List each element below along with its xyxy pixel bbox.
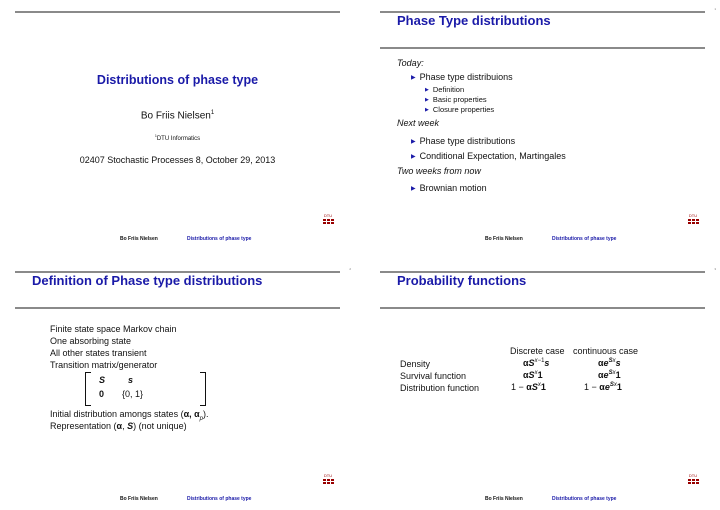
affiliation: $^1$DTU Informatics — [154, 134, 201, 142]
header-rule-bottom — [380, 307, 705, 309]
frame-title: Probability functions — [397, 273, 527, 288]
sub-list-item: ▶ Definition — [425, 85, 465, 94]
next-week-heading: Next week — [397, 118, 440, 128]
sub-list-item: ▶ Basic properties — [425, 95, 487, 104]
dtu-logo: DTU — [688, 214, 698, 224]
sub-list-item: ▶ Closure properties — [425, 105, 495, 114]
header-rule-top — [15, 11, 340, 13]
survival-discrete: $\alpha S^x1$ — [523, 370, 543, 380]
bullet-triangle-icon: ▶ — [411, 75, 416, 81]
density-discrete: $\alpha S^{x-1}s$ — [523, 358, 550, 368]
footer-title-link[interactable]: Distributions of phase type — [552, 236, 617, 242]
page-number: 2 — [349, 267, 351, 271]
today-heading: Today: — [397, 58, 424, 68]
bullet-triangle-icon: ▶ — [411, 139, 416, 145]
text-line: Finite state space Markov chain — [50, 324, 177, 334]
header-rule-bottom — [15, 307, 340, 309]
slide-probability-functions — [365, 260, 720, 510]
frame-title: Phase Type distributions — [397, 13, 551, 28]
distribution-continuous: $1 - \alpha e^{Sx}1$ — [584, 382, 622, 392]
page-number: 3 — [714, 267, 716, 271]
footer-author: Bo Friis Nielsen — [485, 236, 523, 242]
bullet-triangle-icon: ▶ — [425, 87, 429, 93]
bullet-triangle-icon: ▶ — [411, 186, 416, 192]
generator-matrix: S s 0 {0, 1} — [85, 372, 205, 404]
slide-definition — [0, 260, 355, 510]
text-line: Transition matrix/generator — [50, 360, 158, 370]
column-header-continuous: continuous case — [573, 346, 639, 356]
density-continuous: $\alpha e^{Sx}s$ — [598, 358, 621, 368]
slide-title — [0, 0, 355, 250]
text-line: One absorbing state — [50, 336, 132, 346]
bullet-triangle-icon: ▶ — [411, 154, 416, 160]
row-label: Distribution function — [400, 383, 480, 393]
initial-distribution-line: Initial distribution amongs states (α, $\alpha_p$). — [50, 409, 209, 422]
survival-continuous: $\alpha e^{Sx}1$ — [598, 370, 621, 380]
list-item: ▶ Phase type distributions — [411, 136, 516, 146]
representation-line: Representation (α, S) (not unique) — [50, 421, 187, 431]
presentation-title: Distributions of phase type — [96, 73, 259, 87]
distribution-discrete: $1 - \alpha S^x1$ — [511, 382, 546, 392]
list-item: ▶ Phase type distribuions — [411, 72, 513, 82]
author-name: Bo Friis Nielsen$^1$ — [140, 110, 215, 122]
frame-title: Definition of Phase type distributions — [32, 273, 263, 288]
footer-author: Bo Friis Nielsen — [120, 496, 158, 502]
list-item: ▶ Brownian motion — [411, 183, 487, 193]
bullet-triangle-icon: ▶ — [425, 107, 429, 113]
column-header-discrete: Discrete case — [510, 346, 565, 356]
bullet-triangle-icon: ▶ — [425, 97, 429, 103]
dtu-logo: DTU — [688, 474, 698, 484]
dtu-logo: DTU — [323, 214, 333, 224]
list-item: ▶ Conditional Expectation, Martingales — [411, 151, 566, 161]
course-date: 02407 Stochastic Processes 8, October 29, 2013 — [79, 155, 276, 165]
page-number: 1 — [714, 7, 716, 11]
row-label: Density — [400, 359, 431, 369]
slide-overview — [365, 0, 720, 250]
text-line: All other states transient — [50, 348, 147, 358]
header-rule-bottom — [380, 47, 705, 49]
row-label: Survival function — [400, 371, 467, 381]
dtu-logo: DTU — [323, 474, 333, 484]
footer-title-link[interactable]: Distributions of phase type — [187, 496, 252, 502]
footer-author: Bo Friis Nielsen — [485, 496, 523, 502]
footer-title-link[interactable]: Distributions of phase type — [187, 236, 252, 242]
two-weeks-heading: Two weeks from now — [397, 166, 481, 176]
footer-author: Bo Friis Nielsen — [120, 236, 158, 242]
footer-title-link[interactable]: Distributions of phase type — [552, 496, 617, 502]
